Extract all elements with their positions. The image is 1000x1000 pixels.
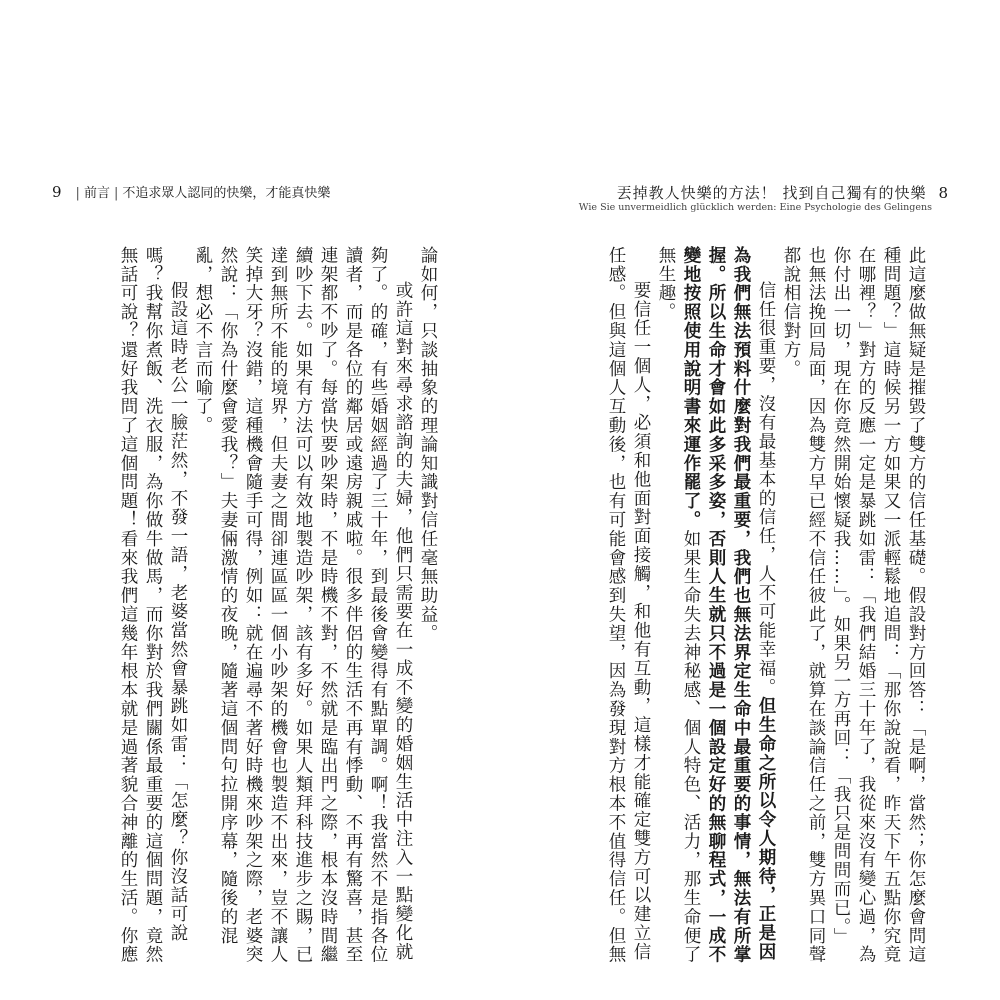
left-body-text <box>80 246 440 965</box>
text-column <box>778 246 803 806</box>
text-segment: 任感。但與這個人互動後，也有可能會感到失望，因為發現對方根本不值得信任。但無 <box>606 246 626 965</box>
text-segment: 要信任一個人，必須和他面對面接觸，和他有互動，這樣才能確定雙方可以建立信 <box>631 281 651 962</box>
text-column <box>603 246 628 965</box>
text-column <box>390 246 415 962</box>
text-segment: 此這麼做無疑是摧毀了雙方的信任基礎。假設對方回答：「是啊，當然；你怎麼會問這 <box>906 246 926 965</box>
text-column <box>340 246 365 965</box>
text-column <box>265 246 290 965</box>
text-segment: 嗎？我幫你煮飯、洗衣服，為你做牛做馬，而你對於我們關係最重要的這個問題，竟然 <box>143 246 163 965</box>
text-segment: 達到無所不能的境界，但夫妻之間卻連區區一個小吵架的機會也製造不出來，豈不讓人 <box>268 246 288 965</box>
bold-text-segment: 握。所以生命才會如此多采多姿，否則人生就只不過是一個設定好的無聊程式，一成不 <box>706 246 726 965</box>
book-title: 丟掉教人快樂的方法！ 找到自己獨有的快樂 <box>616 184 927 202</box>
text-column <box>828 246 853 947</box>
text-segment: 信任很重要，沒有最基本的信任，人不可能幸福。 <box>756 281 776 697</box>
text-column <box>803 246 828 965</box>
text-column <box>415 246 440 806</box>
bold-text-segment: 但生命之所以令人期待，正是因 <box>756 696 776 962</box>
book-subtitle: Wie Sie unvermeidlich glücklich werden: Eine Psychologie des Gelingens <box>578 202 932 213</box>
running-head-right <box>617 182 948 203</box>
text-segment: 然說：「你為什麼會愛我？」夫妻倆激情的夜晚，隨著這個問句拉開序幕，隨後的混 <box>218 246 238 946</box>
text-segment: 如果生命失去神秘感、個人特色、活力，那生命便了 <box>681 529 701 965</box>
text-segment: 你付出一切，現在你竟然開始懷疑我……」。如果另一方再回：「我只是問問而已。」 <box>831 246 851 947</box>
text-column <box>290 246 315 965</box>
bold-text-segment: 為我們無法預料什麼對我們最重要，我們也無法界定生命中最重要的事情，無法有所掌 <box>731 246 751 965</box>
text-segment: 讀者，而是各位的鄰居或遠房親戚啦。很多伴侶的生活不再有悸動、不再有驚喜，甚至 <box>343 246 363 965</box>
text-segment: 都說相信對方。 <box>781 246 801 379</box>
text-column <box>215 246 240 946</box>
text-segment: 笑掉大牙？沒錯，這種機會隨手可得，例如：就在遍尋不著好時機來吵架之際，老婆突 <box>243 246 263 965</box>
right-page <box>500 0 1000 1000</box>
text-column <box>653 246 678 806</box>
text-segment: 無話可說？還好我問了這個問題！看來我們這幾年根本就是過著貌合神離的生活。你應 <box>118 246 138 965</box>
text-column <box>728 246 753 965</box>
text-column <box>315 246 340 965</box>
right-body-text <box>568 246 928 965</box>
text-column <box>365 246 390 965</box>
text-column <box>140 246 165 965</box>
text-segment: 或許這對來尋求諮詢的夫婦，他們只需要在一成不變的婚姻生活中注入一點變化就 <box>393 281 413 962</box>
page-number-left: 9 <box>52 183 62 201</box>
text-segment: 續吵下去。如果有方法可以有效地製造吵架，該有多好。如果人類拜科技進步之賜，已 <box>293 246 313 965</box>
text-column <box>190 246 215 806</box>
text-column <box>753 246 778 962</box>
text-column <box>240 246 265 965</box>
separator-bar: | <box>113 186 119 201</box>
text-segment: 無生趣。 <box>656 246 676 322</box>
separator-bar: | <box>75 186 80 201</box>
text-segment: 在哪裡？」對方的反應一定是暴跳如雷：「我們結婚三十年了，我從來沒有變心過，為 <box>856 246 876 965</box>
text-segment: 亂，想必不言而喻了。 <box>193 246 213 435</box>
text-column <box>853 246 878 965</box>
text-segment: 也無法挽回局面，因為雙方早已經不信任彼此了，就算在談論信任之前，雙方異口同聲 <box>806 246 826 965</box>
text-column <box>878 246 903 965</box>
text-column <box>628 246 653 962</box>
text-column <box>903 246 928 965</box>
running-head-left <box>52 182 330 201</box>
text-column <box>678 246 703 965</box>
text-segment: 假設這時老公一臉茫然，不發一語，老婆當然會暴跳如雷：「怎麼？你沒話可說 <box>168 281 188 943</box>
text-column <box>703 246 728 965</box>
text-segment: 連架都不吵了。每當快要吵架時，不是時機不對，不然就是臨出門之際，根本沒時間繼 <box>318 246 338 965</box>
text-segment: 夠了。的確，有些婚姻經過了三十年，到最後會變得有點單調。啊！我當然不是指各位 <box>368 246 388 965</box>
text-column <box>115 246 140 965</box>
text-column <box>165 246 190 943</box>
section-label: 前言 <box>83 186 110 201</box>
bold-text-segment: 變地按照使用說明書來運作罷了。 <box>681 246 701 530</box>
page-number-right: 8 <box>938 184 948 202</box>
text-segment: 種問題？」這時候另一方如果又一派輕鬆地追問：「那你說說看，昨天下午五點你究竟 <box>881 246 901 965</box>
chapter-title: 不追求眾人認同的快樂，才能真快樂 <box>122 186 331 201</box>
text-segment: 論如何，只談抽象的理論知識對信任毫無助益。 <box>418 246 438 643</box>
